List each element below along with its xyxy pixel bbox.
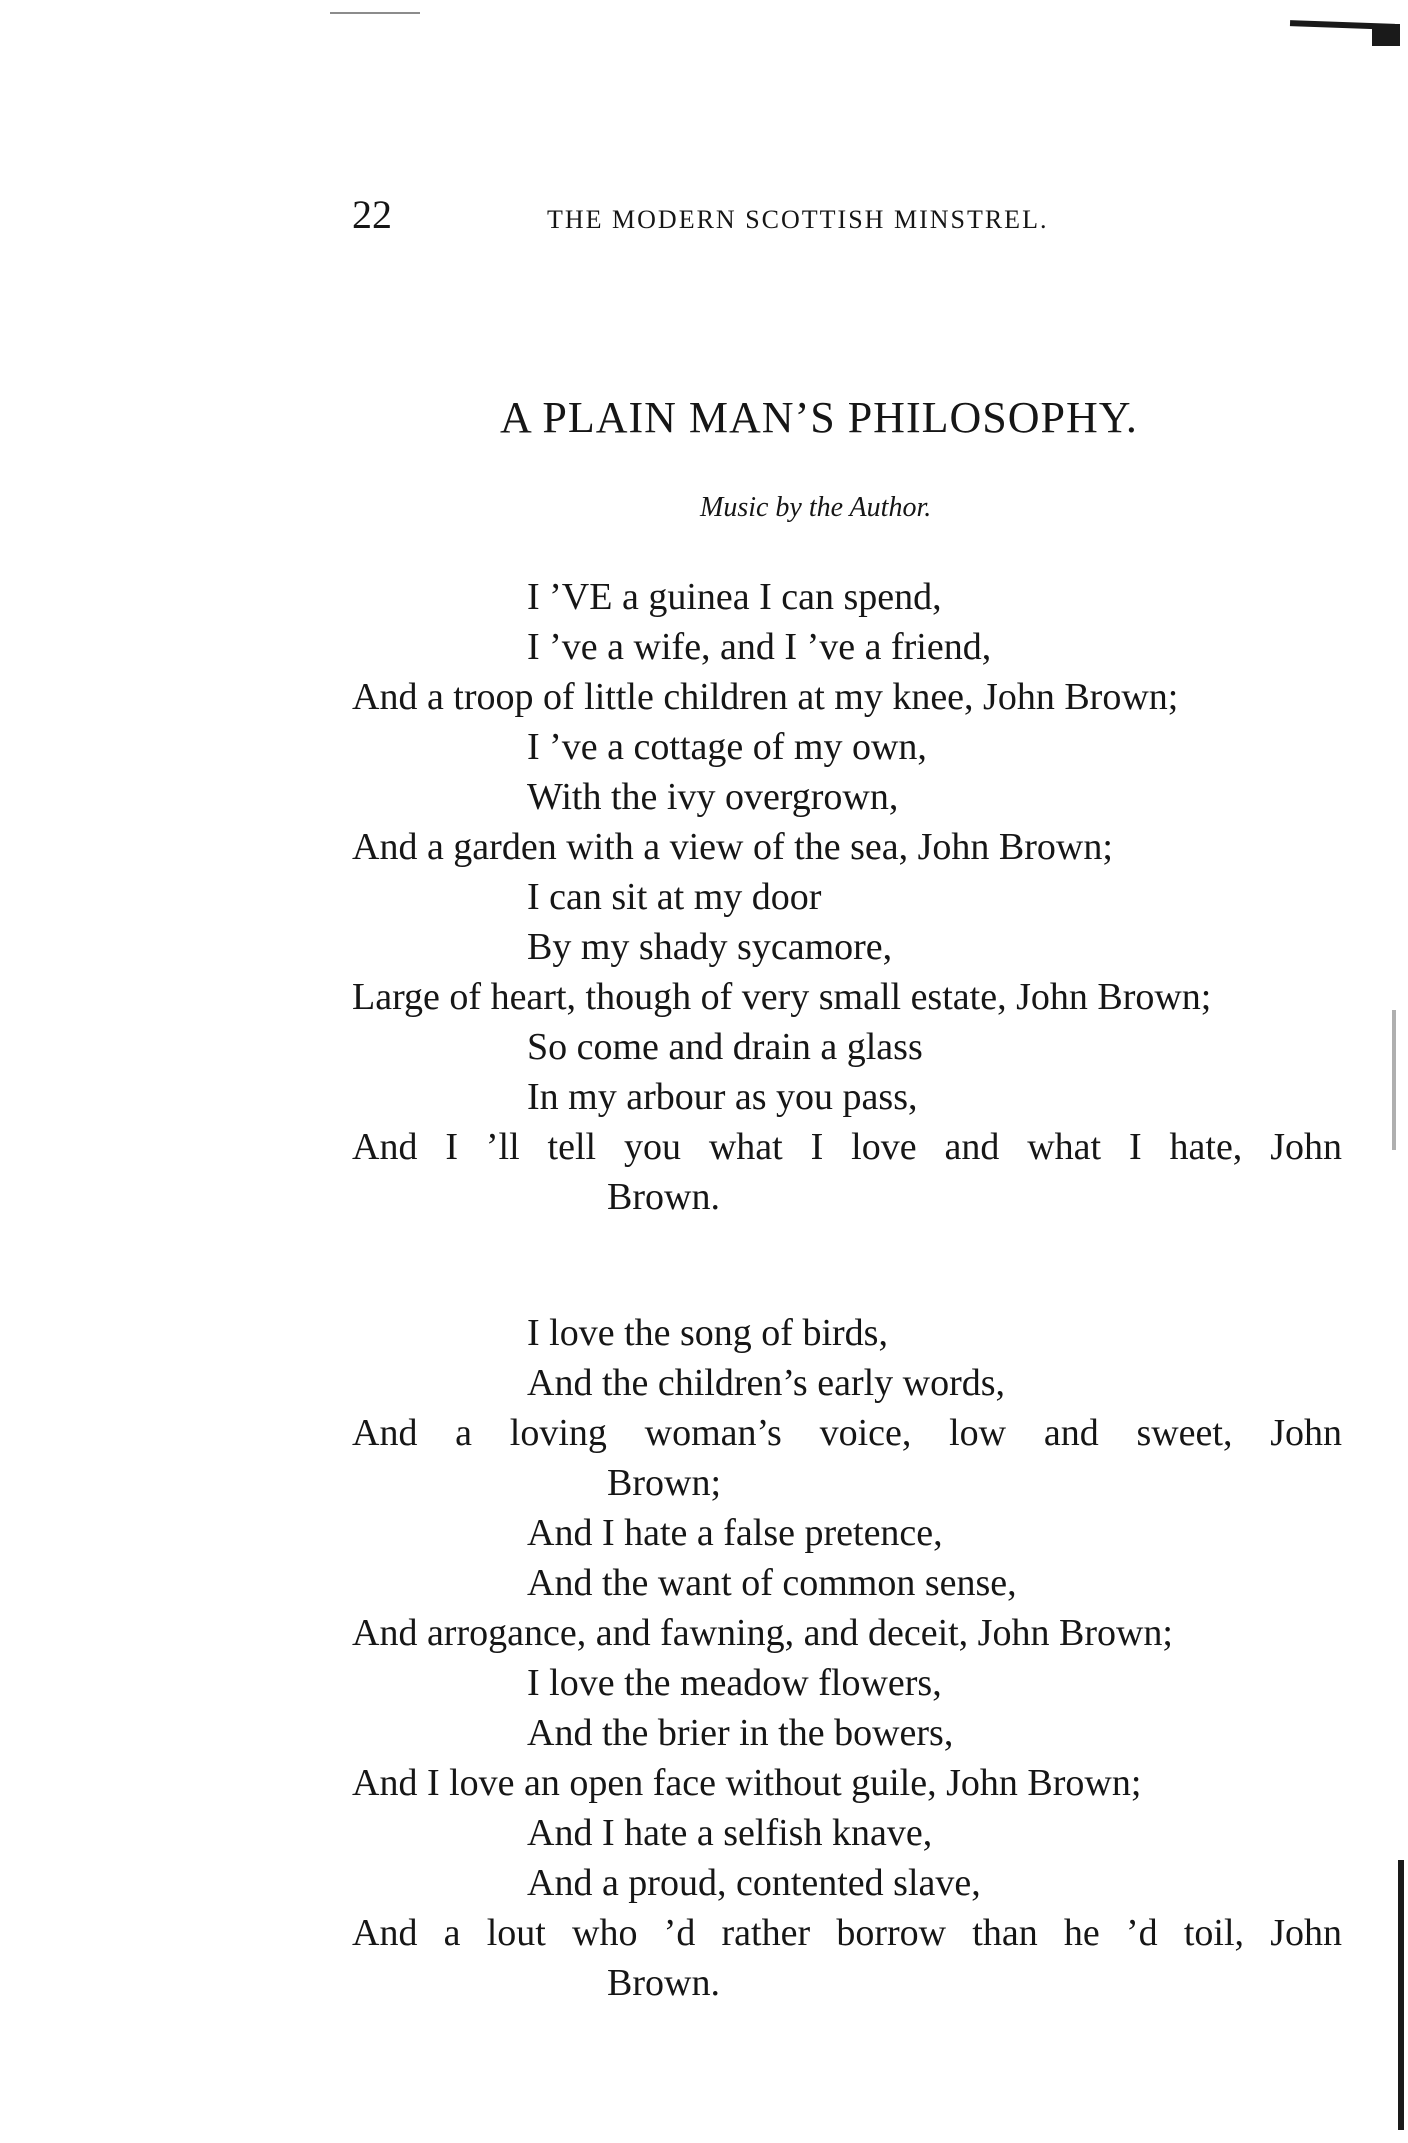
stanza-2 [352, 1308, 1342, 2008]
poem-line: And I hate a false pretence, [527, 1512, 943, 1554]
poem-line: Large of heart, though of very small estate, John Brown; [352, 976, 1212, 1018]
poem-line: And I love an open face without guile, John Brown; [352, 1762, 1142, 1804]
poem-line: I love the meadow flowers, [527, 1662, 942, 1704]
poem-line: And a garden with a view of the sea, John Brown; [352, 826, 1113, 868]
poem-line: And arrogance, and fawning, and deceit, John Brown; [352, 1612, 1173, 1654]
poem-line: And the brier in the bowers, [527, 1712, 954, 1754]
poem-line: And the children’s early words, [527, 1362, 1006, 1404]
scan-mark-right-edge [1398, 1860, 1404, 2130]
poem-line: And I hate a selfish knave, [527, 1812, 933, 1854]
poem-attribution: Music by the Author. [700, 492, 932, 523]
poem-line: By my shady sycamore, [527, 926, 893, 968]
scan-mark-top-right-end [1372, 24, 1400, 46]
poem-line: Brown. [607, 1176, 720, 1218]
poem-line: I ’ve a wife, and I ’ve a friend, [527, 626, 992, 668]
poem-line: And I ’ll tell you what I love and what I hate, John [352, 1126, 1342, 1168]
poem-title: A PLAIN MAN’S PHILOSOPHY. [500, 393, 1138, 442]
poem-line: And a lout who ’d rather borrow than he ’d toil, John [352, 1912, 1342, 1954]
poem-line: In my arbour as you pass, [527, 1076, 918, 1118]
page-number: 22 [352, 192, 392, 237]
poem-line: I can sit at my door [527, 876, 822, 918]
poem-line: Brown. [607, 1962, 720, 2004]
page-header [352, 190, 1232, 250]
scan-mark-right-edge-mid [1392, 1010, 1396, 1150]
poem-line: And the want of common sense, [527, 1562, 1017, 1604]
poem-line: With the ivy overgrown, [527, 776, 899, 818]
scan-mark-top-left [330, 12, 420, 14]
poem-line: And a proud, contented slave, [527, 1862, 981, 1904]
poem-line: I love the song of birds, [527, 1312, 888, 1354]
poem-line: I ’VE a guinea I can spend, [527, 576, 942, 618]
stanza-1 [352, 572, 1342, 1222]
poem-line: So come and drain a glass [527, 1026, 923, 1068]
poem-line: And a loving woman’s voice, low and sweet, John [352, 1412, 1342, 1454]
poem-line: Brown; [607, 1462, 721, 1504]
running-title: THE MODERN SCOTTISH MINSTREL. [547, 205, 1049, 234]
poem-line: I ’ve a cottage of my own, [527, 726, 927, 768]
poem-line: And a troop of little children at my knee, John Brown; [352, 676, 1179, 718]
